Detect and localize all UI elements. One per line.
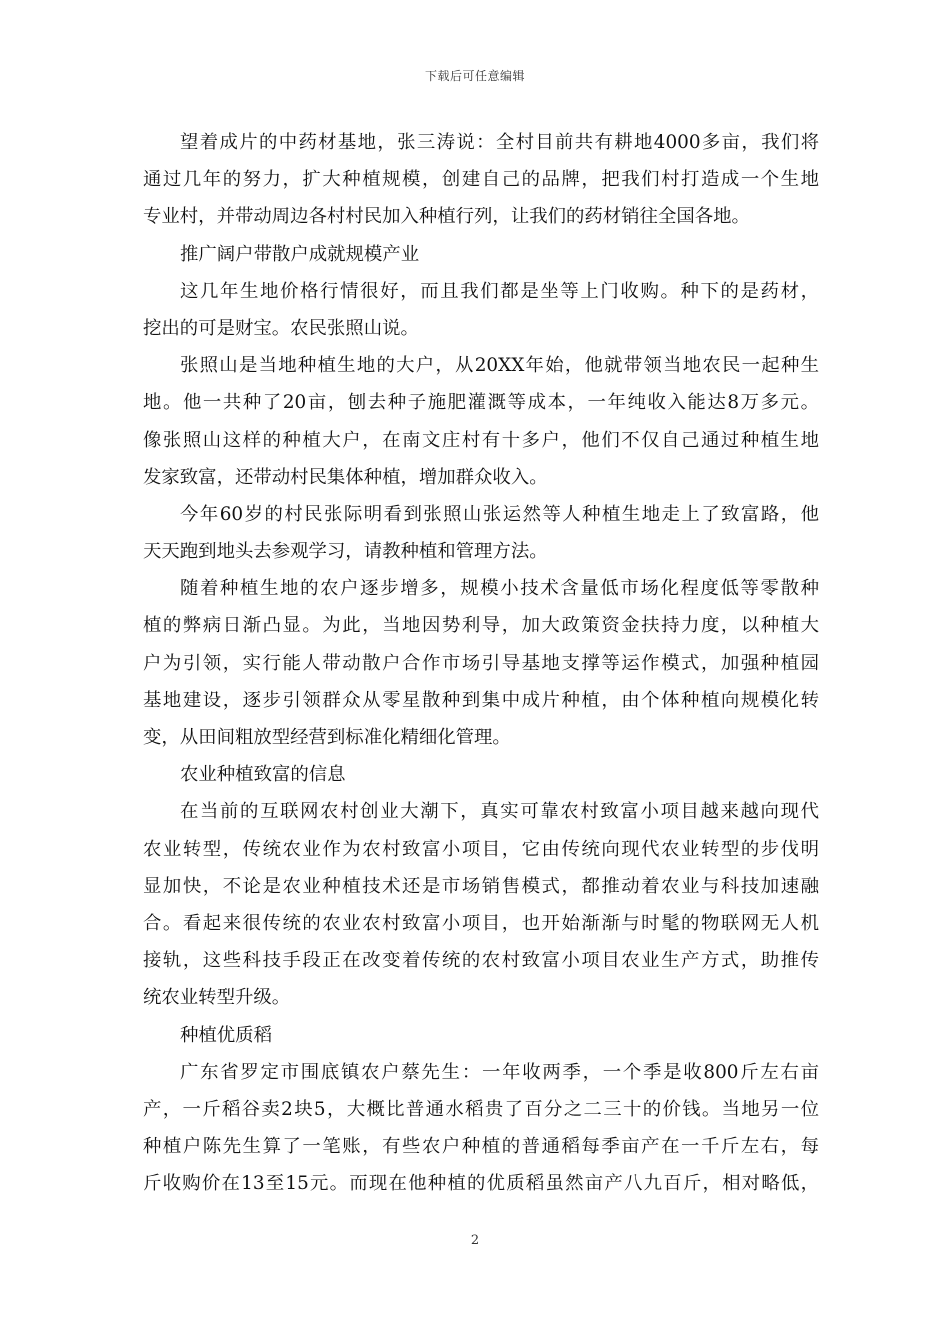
text-line: 基地建设，逐步引领群众从零星散种到集中成片种植，由个体种植向规模化转 [143, 689, 819, 711]
text-line: 随着种植生地的农户逐步增多，规模小技术含量低市场化程度低等零散种 [180, 578, 819, 600]
text-line: 挖出的可是财宝。农民张照山说。 [143, 317, 419, 339]
text-line: 张照山是当地种植生地的大户，从20XX年始，他就带领当地农民一起种生 [180, 355, 819, 377]
text-line: 种植优质稻 [180, 1024, 272, 1046]
text-line: 发家致富，还带动村民集体种植，增加群众收入。 [143, 466, 548, 488]
text-line: 像张照山这样的种植大户，在南文庄村有十多户，他们不仅自己通过种植生地 [143, 429, 819, 451]
text-line: 农业转型，传统农业作为农村致富小项目，它由传统向现代农业转型的步伐明 [143, 838, 819, 860]
body-text [143, 124, 819, 1202]
text-line: 统农业转型升级。 [143, 987, 291, 1009]
page-number: 2 [470, 1233, 480, 1248]
text-line: 专业村，并带动周边各村村民加入种植行列，让我们的药材销往全国各地。 [143, 206, 750, 228]
text-line: 变，从田间粗放型经营到标准化精细化管理。 [143, 727, 511, 748]
text-line: 广东省罗定市围底镇农户蔡先生：一年收两季，一个季是收800斤左右亩 [180, 1061, 819, 1083]
text-line: 这几年生地价格行情很好，而且我们都是坐等上门收购。种下的是药材， [180, 280, 819, 302]
page-header: 下载后可任意编辑 [424, 69, 525, 83]
text-line: 显加快，不论是农业种植技术还是市场销售模式，都推动着农业与科技加速融 [143, 875, 819, 897]
text-line: 产，一斤稻谷卖2块5，大概比普通水稻贵了百分之二三十的价钱。当地另一位 [143, 1098, 819, 1120]
text-line: 望着成片的中药材基地，张三涛说：全村目前共有耕地4000多亩，我们将 [180, 132, 819, 153]
text-line: 斤收购价在13至15元。而现在他种植的优质稻虽然亩产八九百斤，相对略低， [143, 1173, 819, 1195]
text-line: 接轨，这些科技手段正在改变着传统的农村致富小项目农业生产方式，助推传 [143, 950, 819, 972]
text-line: 在当前的互联网农村创业大潮下，真实可靠农村致富小项目越来越向现代 [180, 801, 819, 823]
text-line: 户为引领，实行能人带动散户合作市场引导基地支撑等运作模式，加强种植园 [143, 652, 819, 674]
text-line: 天天跑到地头去参观学习，请教种植和管理方法。 [143, 541, 548, 563]
text-line: 推广阔户带散户成就规模产业 [180, 243, 420, 265]
text-line: 地。他一共种了20亩，刨去种子施肥灌溉等成本，一年纯收入能达8万多元。 [143, 392, 819, 414]
text-line: 种植户陈先生算了一笔账，有些农户种植的普通稻每季亩产在一千斤左右，每 [143, 1136, 819, 1158]
text-line: 合。看起来很传统的农业农村致富小项目，也开始渐渐与时髦的物联网无人机 [143, 912, 819, 934]
text-line: 植的弊病日渐凸显。为此，当地因势利导，加大政策资金扶持力度，以种植大 [143, 615, 819, 637]
text-line: 今年60岁的村民张际明看到张照山张运然等人种植生地走上了致富路，他 [180, 503, 819, 525]
text-line: 通过几年的努力，扩大种植规模，创建自己的品牌，把我们村打造成一个生地 [143, 169, 819, 191]
text-line: 农业种植致富的信息 [180, 764, 346, 786]
